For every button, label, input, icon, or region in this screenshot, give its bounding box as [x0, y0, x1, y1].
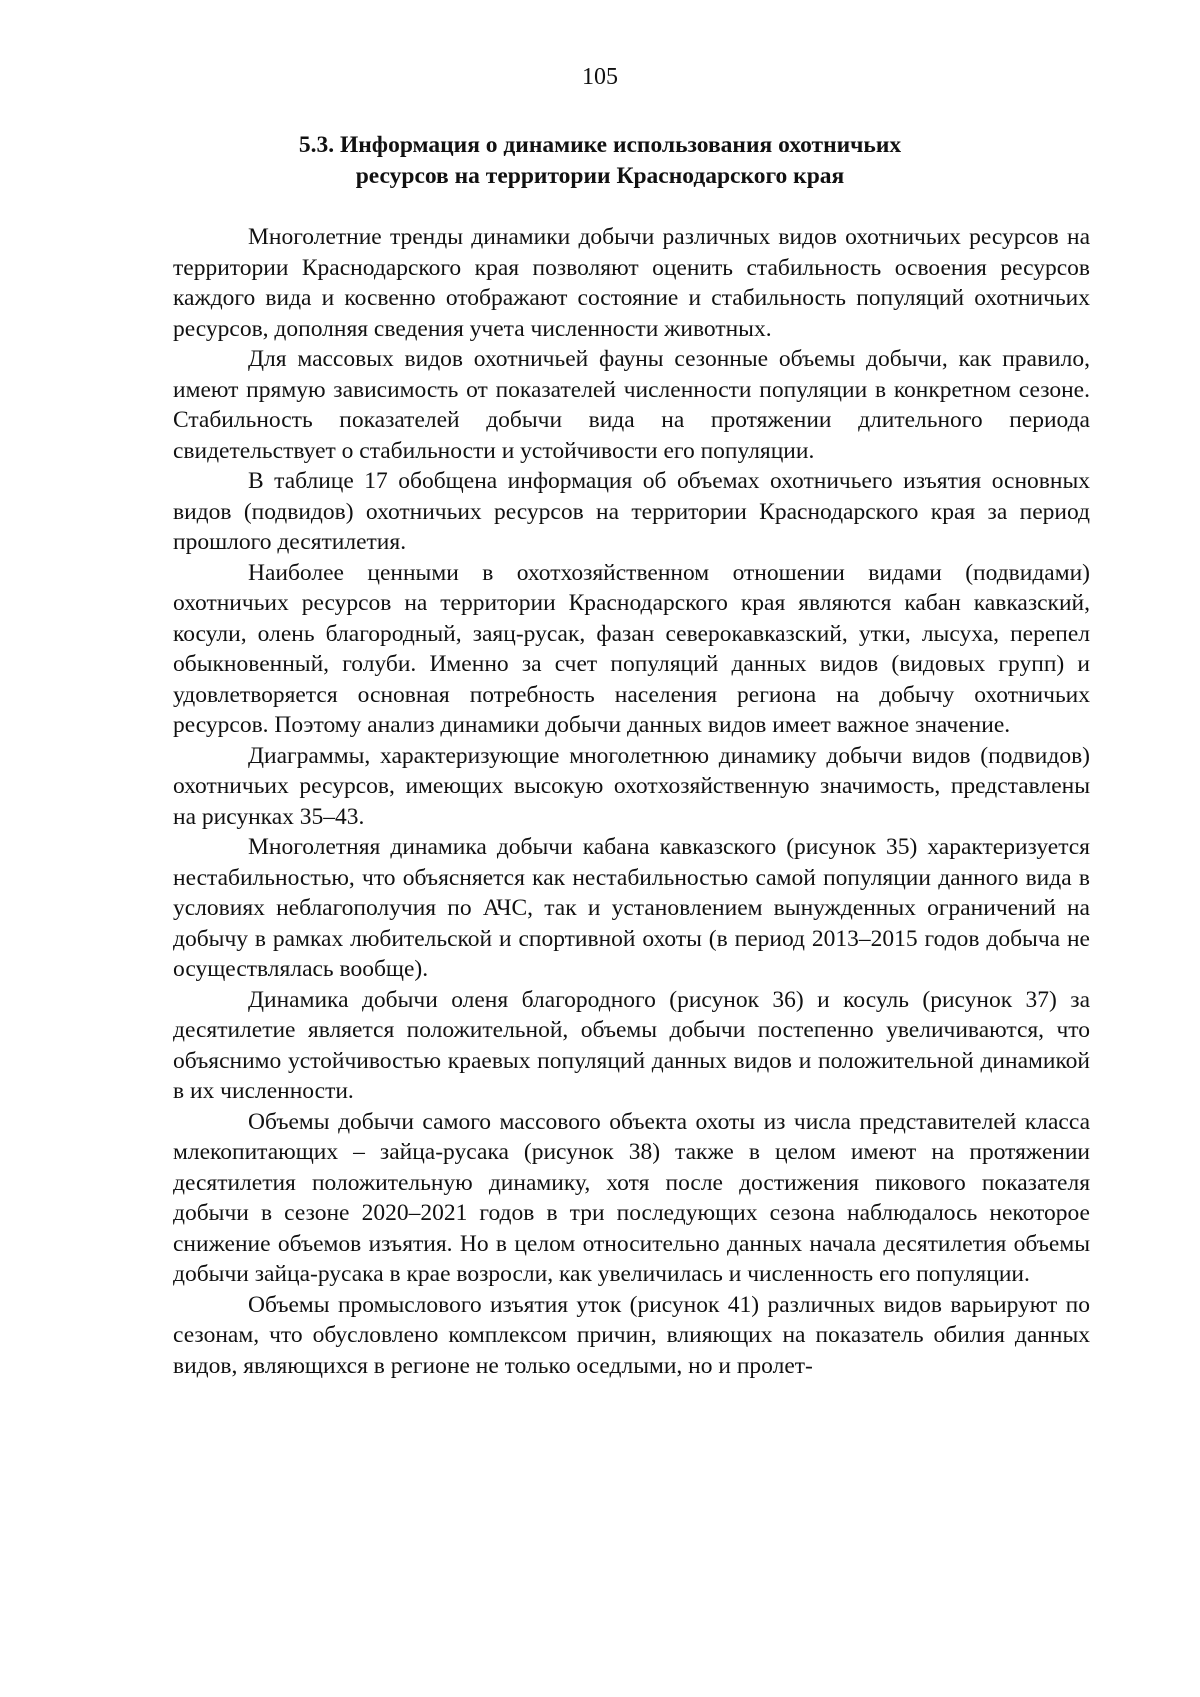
paragraph: Объемы добычи самого массового объекта охоты из числа представителей класса млекопитающих – зайца-русака (рисунок 38) также в целом имеют на протяжении десятилетия положительную динамику, хотя после достижения пикового показателя добычи в сезоне 2020–2021 годов в три последующих сезона наблюдалось некоторое снижение объемов изъятия. Но в целом относительно данных начала десятилетия объемы добычи зайца-русака в крае возросли, как увеличилась и численность его популяции.: [173, 1108, 1090, 1287]
paragraph: Для массовых видов охотничьей фауны сезонные объемы добычи, как правило, имеют прямую зависимость от показателей численности популяции в конкретном сезоне. Стабильность показателей добычи вида на протяжении длительного периода свидетельствует о стабильности и устойчивости его популяции.: [173, 346, 1090, 464]
paragraph: Динамика добычи оленя благородного (рисунок 36) и косуль (рисунок 37) за десятилетие является положительной, объемы добычи постепенно увеличиваются, что объяснимо устойчивостью краевых популяций данных видов и положительной динамикой в их численности.: [173, 986, 1090, 1104]
paragraph: Многолетние тренды динамики добычи различных видов охотничьих ресурсов на территории Краснодарского края позволяют оценить стабильность освоения ресурсов каждого вида и косвенно отображают состояние и стабильность популяций охотничьих ресурсов, дополняя сведения учета численности животных.: [173, 224, 1090, 342]
section-title: [150, 130, 1050, 192]
paragraph: Диаграммы, характеризующие многолетнюю динамику добычи видов (подвидов) охотничьих ресурсов, имеющих высокую охотхозяйственную значимость, представлены на рисунках 35–43.: [173, 742, 1090, 830]
paragraph: Наиболее ценными в охотхозяйственном отношении видами (подвидами) охотничьих ресурсов на территории Краснодарского края являются кабан кавказский, косули, олень благородный, заяц-русак, фазан северокавказский, утки, лысуха, перепел обыкновенный, голуби. Именно за счет популяций данных видов (видовых групп) и удовлетворяется основная потребность населения региона на добычу охотничьих ресурсов. Поэтому анализ динамики добычи данных видов имеет важное значение.: [173, 559, 1090, 738]
paragraph-last: Объемы промыслового изъятия уток (рисунок 41) различных видов варьируют по сезонам, что обусловлено комплексом причин, влияющих на показатель обилия данных видов, являющихся в регионе не только оседлыми, но и пролет-: [173, 1291, 1090, 1379]
section-title-line-1: 5.3. Информация о динамике использования охотничьих: [298, 132, 902, 158]
body-text: [173, 222, 1090, 1381]
paragraph: Многолетняя динамика добычи кабана кавказского (рисунок 35) характеризуется нестабильностью, что объясняется как нестабильностью самой популяции данного вида в условиях неблагополучия по АЧС, так и установлением вынужденных ограничений на добычу в рамках любительской и спортивной охоты (в период 2013–2015 годов добыча не осуществлялась вообще).: [173, 834, 1090, 982]
page-number: 105: [582, 64, 618, 90]
paragraph: В таблице 17 обобщена информация об объемах охотничьего изъятия основных видов (подвидов) охотничьих ресурсов на территории Краснодарского края за период прошлого десятилетия.: [173, 468, 1090, 555]
section-title-line-2: ресурсов на территории Краснодарского края: [355, 163, 845, 189]
